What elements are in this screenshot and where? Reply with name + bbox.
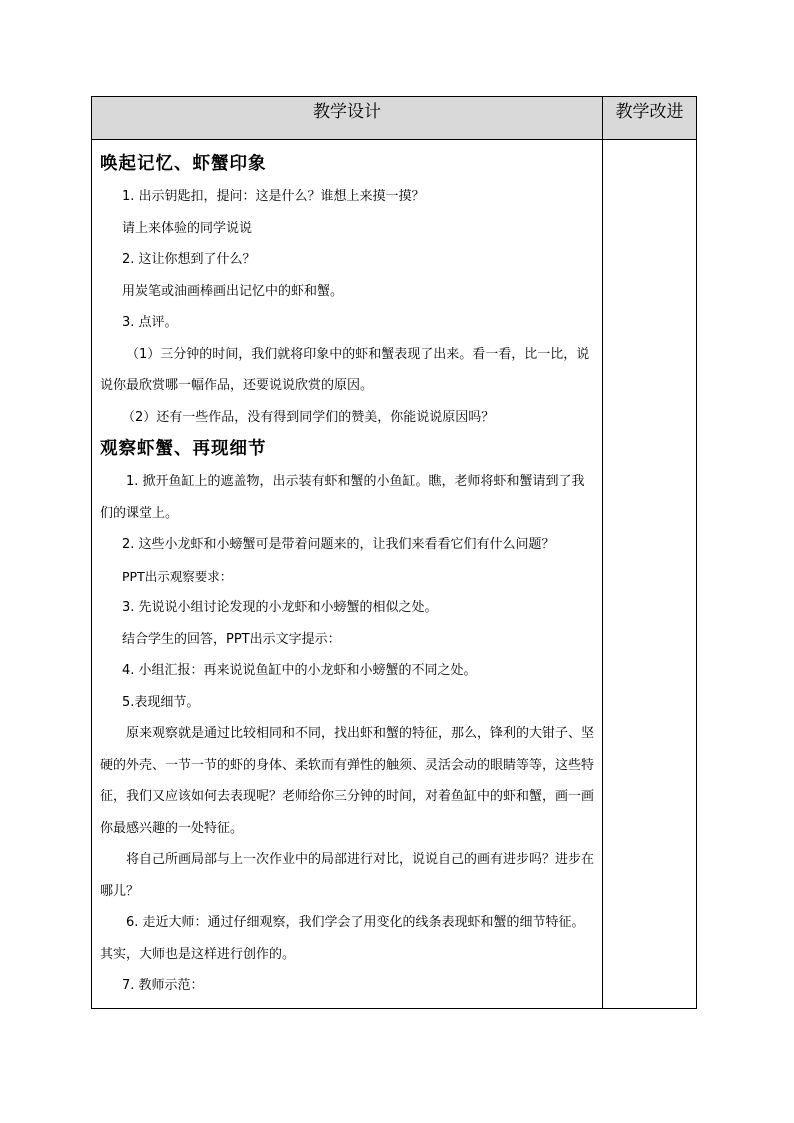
- paragraph: 3. 点评。: [122, 315, 178, 330]
- paragraph: 1. 掀开鱼缸上的遮盖物，出示装有虾和蟹的小鱼缸。瞧，老师将虾和蟹请到了我们的课堂上。: [100, 474, 585, 521]
- header-teaching-design: 教学设计: [92, 97, 603, 140]
- paragraph: 5.表现细节。: [122, 694, 200, 710]
- design-cell: [92, 140, 603, 1009]
- paragraph: 3. 先说说小组讨论发现的小龙虾和小螃蟹的相似之处。: [122, 600, 438, 615]
- paragraph: 4. 小组汇报：再来说说鱼缸中的小龙虾和小螃蟹的不同之处。: [122, 663, 477, 678]
- paragraph: （2）还有一些作品，没有得到同学们的赞美，你能说说原因吗？: [122, 409, 495, 425]
- design-content: [92, 140, 602, 1008]
- paragraph: 7. 教师示范：: [122, 978, 204, 993]
- table-body-row: [92, 140, 697, 1009]
- paragraph: （1）三分钟的时间，我们就将印象中的虾和蟹表现了出来。看一看，比一比，说说你最欣赏哪一幅作品，还要说说欣赏的原因。: [100, 346, 590, 393]
- improvement-cell: [603, 140, 697, 1009]
- header-teaching-improvement: 教学改进: [603, 97, 697, 140]
- section-title-memory: 唤起记忆、虾蟹印象: [100, 154, 267, 174]
- section-title-observe: 观察虾蟹、再现细节: [100, 439, 267, 459]
- paragraph: 2. 这让你想到了什么？: [122, 252, 256, 267]
- paragraph: 结合学生的回答，PPT出示文字提示：: [122, 631, 341, 647]
- paragraph: 1. 出示钥匙扣，提问：这是什么？谁想上来摸一摸？: [122, 189, 425, 204]
- paragraph: 2. 这些小龙虾和小螃蟹可是带着问题来的，让我们来看看它们有什么问题？: [122, 537, 555, 552]
- table-header-row: [92, 97, 697, 140]
- paragraph: 用炭笔或油画棒画出记忆中的虾和蟹。: [122, 283, 344, 299]
- paragraph: PPT出示观察要求：: [122, 568, 233, 584]
- paragraph: 将自己所画局部与上一次作业中的局部进行对比，说说自己的画有进步吗？进步在哪儿？: [100, 852, 595, 899]
- paragraph: 请上来体验的同学说说: [122, 220, 253, 236]
- lesson-plan-table: [91, 96, 697, 1009]
- paragraph: 6. 走近大师：通过仔细观察，我们学会了用变化的线条表现虾和蟹的细节特征。其实，大师也是这样进行创作的。: [100, 915, 585, 962]
- paragraph: 原来观察就是通过比较相同和不同，找出虾和蟹的特征，那么，锋利的大钳子、坚硬的外壳、一节一节的虾的身体、柔软而有弹性的触须、灵活会动的眼睛等等，这些特征，我们又应该如何去表现呢？老师给你三分钟的时间，对着鱼缸中的虾和蟹，画一画你最感兴趣的一处特征。: [100, 726, 595, 836]
